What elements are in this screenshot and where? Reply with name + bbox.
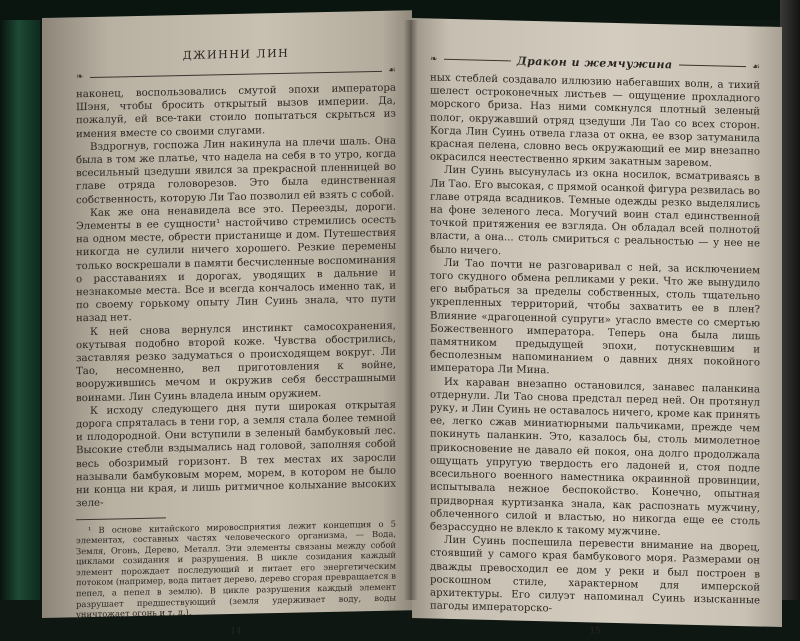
background-left-edge (0, 0, 40, 600)
right-running-head: Дракон и жемчужина (516, 54, 673, 72)
left-paragraph-3: Как же она ненавидела все это. Переезды, дороги. Элементы в ее сущности¹ настойчиво стремились осесть на одном месте, обрести пристанище и дом. Путешествия никогда не сулили ничего хорошего. Резкие перемены только воскрешали в памяти бесчисленные воспоминания о расставаниях и дорогах, уводящих в дальние и незнакомые места. Все и всегда кончалось именно так, и по своему горькому опыту Лин Суинь знала, что пути назад нет. (76, 201, 396, 325)
divider (444, 59, 511, 62)
background-right-edge (780, 0, 800, 600)
right-head-rule (430, 52, 760, 73)
right-page (412, 18, 782, 637)
right-page-number: 15 (589, 626, 601, 637)
flourish-icon: ☙ (751, 61, 761, 73)
right-paragraph-2: Лин Суинь высунулась из окна носилок, всматриваясь в Ли Тао. Его высокая, с прямой осанкой фигура резвилась во главе отряда всадников. Темные одежды резко выделялись на фоне зеленого леса. Могучий воин стал единственной точкой притяжения ее взгляда. Он обладал всей полнотой власти, а она... столь смириться с реальностью — у нее не было ничего. (430, 165, 760, 257)
book-spine-shadow (404, 20, 418, 600)
left-head-rule (76, 66, 396, 83)
right-paragraph-1: ных стеблей создавало иллюзию набегавших волн, а тихий шелест остроконечных листьев — ощущение прохладного морского бриза. Наз ними сомкнулся плотный зеленый полог, окружавший отряд цзедуши Ли Тао со всех сторон. Когда Лин Суинь отвела глаза от окна, ее взор затуманила красная пелена, словно весь окружающий ее мир внезапно окрасился неестественно ярким закатным заревом. (430, 72, 760, 170)
left-paragraph-1: наконец, воспользовались смутой эпохи императора Шэня, чтобы бросить открытый вызов империи. Да, пожалуй, ей все-таки стоило попытаться скрыться из имения вместе со своими слугами. (76, 82, 396, 140)
flourish-icon: ☙ (387, 65, 396, 76)
footnote-divider (76, 517, 166, 520)
divider (90, 70, 382, 77)
right-paragraph-4: Их караван внезапно остановился, занавес паланкина отдернули. Ли Тао снова предстал перед ней. Он протянул руку, и Лин Суинь не оставалось ничего, кроме как принять ее, легко сжав миниатюрными пальчиками, прежде чем покинуть паланкин. Это, казалось бы, столь мимолетное прикосновение не давало ей покоя, она долго продолжала ощущать упругую твердость его ладоней и, стоя подле всесильного военного наместника окраинной провинции, испытывала нежное беспокойство. Конечно, опытная придворная куртизанка знала, как распознать мужчину, облеченного силой и властью, но никогда еще ее столь безрассудно не влекло к такому мужчине. (430, 376, 760, 538)
footnote-text: ¹ В основе китайского мировосприятия лежит концепция о 5 элементах, составных частях человеческого организма, — Вода, Земля, Огонь, Дерево, Металл. Эти элементы связаны между собой циклами созидания и разрушения. В цикле созидания каждый элемент порождает последующий и питает его энергетическим потоком (например, вода питает дерево, дерево сгорая превращается в пепел, а пепел в землю). В цикле разрушения каждый элемент разрушает предшествующий (земля удерживает воду, воды уничтожает огонь и т. д.). (76, 518, 396, 620)
left-running-head: ДЖИННИ ЛИН (182, 46, 290, 63)
left-paragraph-2: Вздрогнув, госпожа Лин накинула на плечи шаль. Она была в том же платье, что надела на себя в то утро, когда всесильный цзедуши явился за прекрасной пленницей во главе отряда головорезов. Это была единственная собственность, которую Ли Тао позволил ей взять с собой. (76, 135, 396, 206)
right-paragraph-3: Ли Тао почти не разговаривал с ней, за исключением того скудного обмена репликами у реки. Что же вынудило его выбраться за пределы собственных, столь тщательно укрепленных территорий, чтобы захватить ее в плен? Влияние «драгоценной супруги» угасло вместе со смертью Божественного императора. Теперь она была лишь памятником предыдущей эпохи, потускневшим и бесполезным напоминанием о давних днях покойного императора Ли Мина. (430, 257, 760, 377)
left-page-number: 14 (230, 626, 242, 637)
left-paragraph-5: К исходу следующего дня пути широкая открытая дорога спряталась в тени гор, а земля стала более темной и плодородной. Они вступили в зеленый бамбуковый лес. Высокие стебли вздымались над головой, заполняя собой весь обозримый горизонт. В тех местах их заросли называли бамбуковым морем, морем, в котором не было ни конца ни края, и лишь ритмичное колыхание высоких зеле- (76, 399, 396, 510)
left-page (42, 10, 412, 637)
right-paragraph-5: Лин Суинь поспешила перевести внимание на дворец, стоявший у самого края бамбукового моря. Размерами он дважды превосходил ее дом у реки и был построен в роскошном стиле, характерном для имперской архитектуры. Его силуэт напоминал Суинь изысканные пагоды императорско- (430, 534, 760, 615)
flourish-icon: ❧ (430, 53, 438, 65)
left-paragraph-4: К ней снова вернулся инстинкт самосохранения, окутывая подобно второй коже. Чувства обострились, заставляя резко задуматься о происходящем вокруг. Ли Тао, несомненно, вел приготовления к войне, вооружившись мечом и окружив себя бесстрашными воинами. Лин Суинь владела иным оружием. (76, 320, 396, 404)
footnote (76, 518, 396, 620)
divider (679, 65, 746, 68)
flourish-icon: ❧ (76, 72, 84, 83)
